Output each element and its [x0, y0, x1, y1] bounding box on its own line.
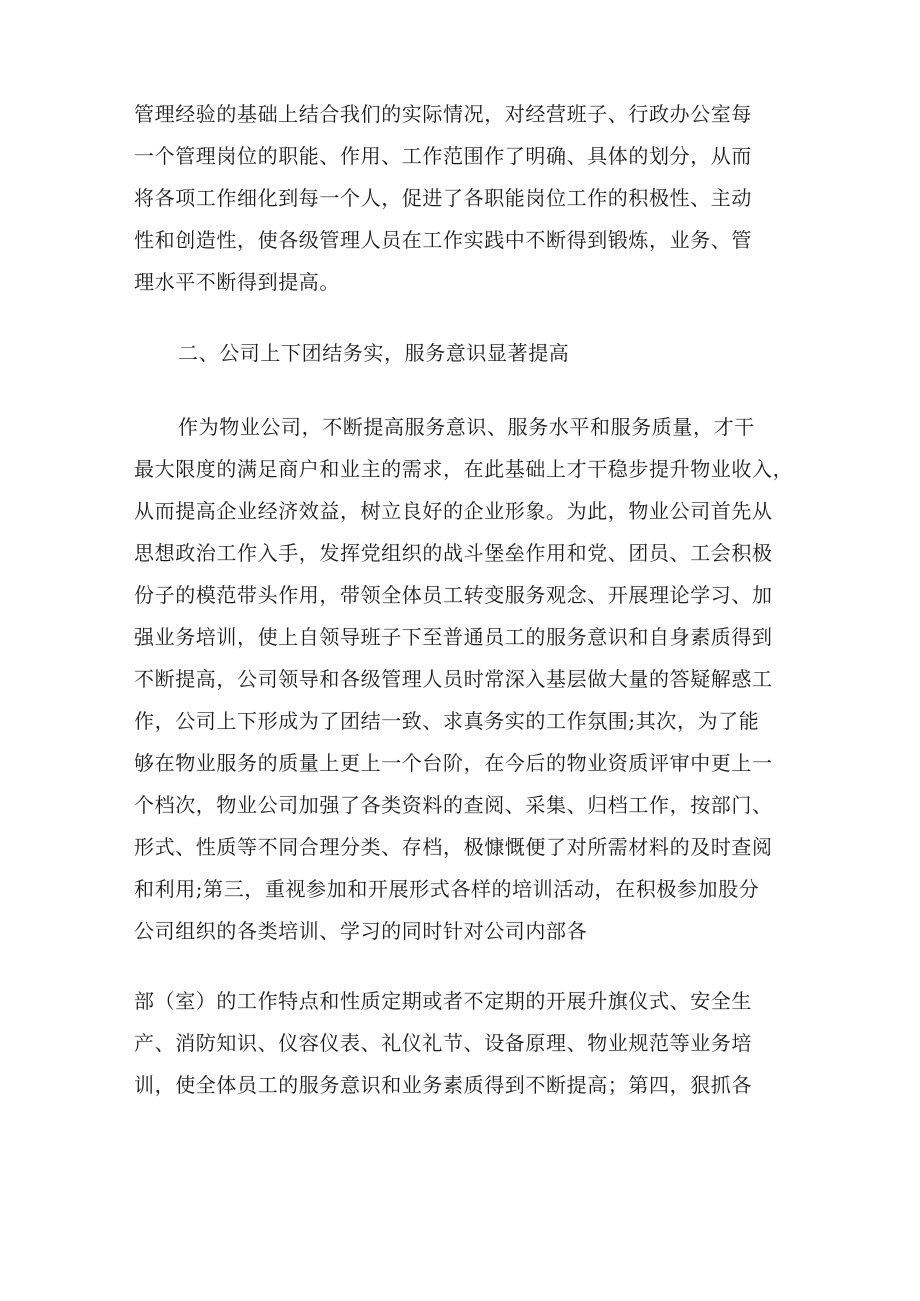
paragraph-line: 性和创造性，使各级管理人员在工作实践中不断得到锻炼，业务、管 [134, 228, 752, 252]
section-heading: 二、公司上下团结务实，服务意识显著提高 [178, 341, 570, 365]
paragraph-line: 思想政治工作入手，发挥党组织的战斗堡垒作用和党、团员、工会积极 [134, 541, 773, 565]
paragraph-line: 和利用;第三，重视参加和开展形式各样的培训活动，在积极参加股分 [134, 877, 760, 901]
paragraph-line: 强业务培训，使上自领导班子下至普通员工的服务意识和自身素质得到 [134, 625, 773, 649]
paragraph-line: 部（室）的工作特点和性质定期或者不定期的开展升旗仪式、安全生 [134, 989, 752, 1013]
paragraph-line: 作为物业公司，不断提高服务意识、服务水平和服务质量，才干 [178, 415, 755, 439]
paragraph-line: 理水平不断得到提高。 [134, 270, 340, 294]
paragraph-line: 份子的模范带头作用，带领全体员工转变服务观念、开展理论学习、加 [134, 583, 773, 607]
paragraph-line: 最大限度的满足商户和业主的需求，在此基础上才干稳步提升物业收入， [134, 457, 794, 481]
paragraph-line: 作，公司上下形成为了团结一致、求真务实的工作氛围;其次，为了能 [134, 709, 760, 733]
paragraph-line: 公司组织的各类培训、学习的同时针对公司内部各 [134, 919, 588, 943]
paragraph-line: 训，使全体员工的服务意识和业务素质得到不断提高；第四，狠抓各 [134, 1073, 752, 1097]
paragraph-line: 不断提高，公司领导和各级管理人员时常深入基层做大量的答疑解惑工 [134, 667, 773, 691]
paragraph-line: 管理经验的基础上结合我们的实际情况，对经营班子、行政办公室每 [134, 102, 752, 126]
paragraph-line: 从而提高企业经济效益，树立良好的企业形象。为此，物业公司首先从 [134, 499, 773, 523]
paragraph-line: 将各项工作细化到每一个人，促进了各职能岗位工作的积极性、主动 [134, 186, 752, 210]
paragraph-line: 个档次，物业公司加强了各类资料的查阅、采集、归档工作，按部门、 [134, 793, 773, 817]
paragraph-line: 形式、性质等不同合理分类、存档，极慷慨便了对所需材料的及时查阅 [134, 835, 773, 859]
paragraph-line: 一个管理岗位的职能、作用、工作范围作了明确、具体的划分，从而 [134, 144, 752, 168]
paragraph-line: 够在物业服务的质量上更上一个台阶，在今后的物业资质评审中更上一 [134, 751, 773, 775]
paragraph-line: 产、消防知识、仪容仪表、礼仪礼节、设备原理、物业规范等业务培 [134, 1031, 752, 1055]
